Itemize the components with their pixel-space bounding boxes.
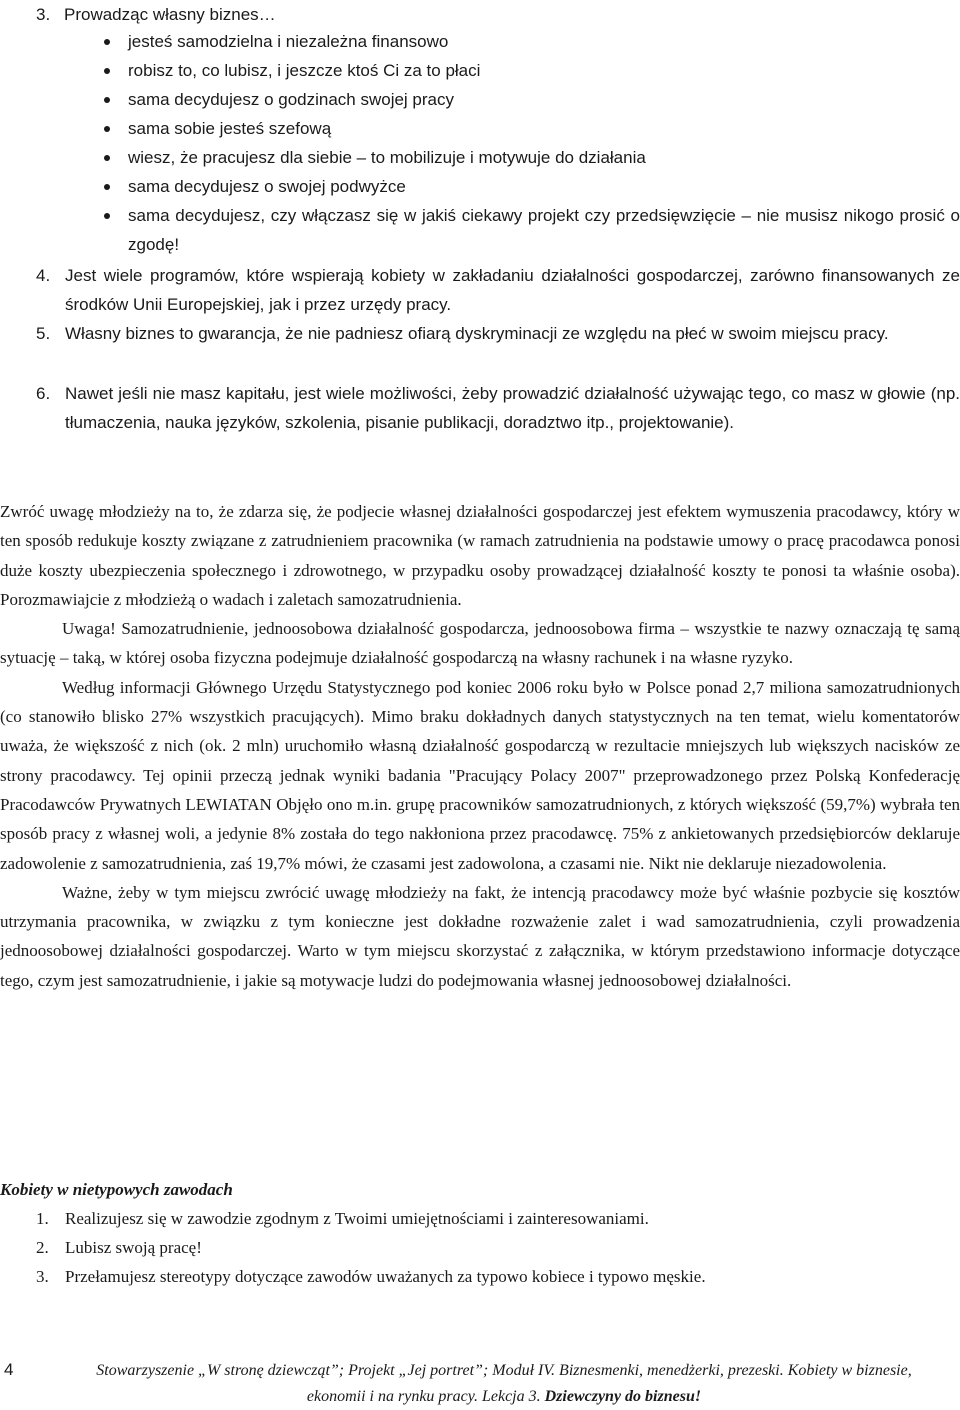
bullet-icon [104,155,110,161]
footer-text: Stowarzyszenie „W stronę dziewcząt”; Projekt „Jej portret”; Moduł IV. Biznesmenki, menedżerki, prezeski. Kobiety w biznesie, ekonomii i na rynku pracy. Lekcja 3. Dziewczyny do biznesu! [96,1362,912,1405]
item-heading: Prowadząc własny biznes… [64,5,276,24]
list-item: 1. Realizujesz się w zawodzie zgodnym z Twoimi umiejętnościami i zainteresowaniami. [36,1209,649,1228]
list-item-3-heading [36,0,936,29]
bullet-item: sama sobie jesteś szefową [128,114,960,143]
bullet-item: robisz to, co lubisz, i jeszcze ktoś Ci za to płaci [128,56,960,85]
item-text: Własny biznes to gwarancja, że nie padniesz ofiarą dyskryminacji ze względu na płeć w swoim miejscu pracy. [65,324,889,343]
item-number: 3. [36,5,51,24]
paragraph-1: Zwróć uwagę młodzieży na to, że zdarza się, że podjecie własnej działalności gospodarczej jest efektem wymuszenia pracodawcy, który w ten sposób redukuje koszty związane z zatrudnieniem pracownika (w ramach zatrudnienia na podstawie umowy o pracę pracodawca ponosi duże koszty ubezpieczenia społecznego i zdrowotnego, w przypadku osoby prowadzącej działalność koszty te ponosi ta właśnie osoba). Porozmawiajcie z młodzieżą o wadach i zaletach samozatrudnienia. [0,502,960,609]
bullet-icon [104,68,110,74]
numbered-list [36,1204,706,1291]
bullet-icon [104,97,110,103]
item-number: 4. [36,266,51,285]
bullet-item: sama decydujesz, czy włączasz się w jakiś ciekawy projekt czy przedsięwzięcie – nie musisz nikogo prosić o zgodę! [128,201,960,259]
footer-lesson-title: Dziewczyny do biznesu! [544,1388,702,1405]
paragraph-4: Ważne, żeby w tym miejscu zwrócić uwagę młodzieży na fakt, że intencją pracodawcy może być właśnie pozbycie się kosztów utrzymania pracownika, w związku z tym konieczne jest dokładne rozważenie zalet i wad samozatrudnienia, czyli prowadzenia jednoosobowej działalności gospodarczej. Warto w tym miejscu skorzystać z załącznika, w którym przedstawiono informacje dotyczące tego, czym jest samozatrudnienie, i jakie są motywacje ludzi do podejmowania własnej jednoosobowej działalności. [0,882,960,990]
paragraph-2: Uwaga! Samozatrudnienie, jednoosobowa działalność gospodarcza, jednoosobowa firma – wszystkie te nazwy oznaczają tę samą sytuację – taką, w której osoba fizyczna podejmuje działalność gospodarczą na własny rachunek i na własne ryzyko. [0,619,960,668]
bullet-icon [104,213,110,219]
section-title: Kobiety w nietypowych zawodach [0,1180,233,1199]
bullet-list [128,27,960,259]
list-item: 3. Przełamujesz stereotypy dotyczące zawodów uważanych za typowo kobiece i typowo męskie. [36,1267,706,1286]
bullet-icon [104,184,110,190]
list-item-5 [36,319,960,348]
list-item-4 [36,261,960,319]
paragraph-3: Według informacji Głównego Urzędu Statystycznego pod koniec 2006 roku było w Polsce ponad 2,7 miliona samozatrudnionych (co stanowiło blisko 27% wszystkich pracujących). Mimo braku dokładnych danych statystycznych na ten temat, wielu komentatorów uważa, że większość z nich (ok. 2 mln) uruchomiło własną działalność gospodarczą w rezultacie mniejszych lub większych nacisków ze strony pracodawcy. Tej opinii przeczą jednak wyniki badania "Pracujący Polacy 2007" przeprowadzonego przez Polską Konfederację Pracodawców Prywatnych LEWIATAN Objęło ono m.in. grupę pracowników samozatrudnionych, z których większość (59,7%) wybrała ten sposób pracy z własnej woli, a jedynie 8% została do tego nakłoniona przez pracodawcę. 75% z ankietowanych przedsiębiorców deklaruje zadowolenie z samozatrudnienia, zaś 19,7% mówi, że czasami jest zadowolona, a czasami nie. Nikt nie deklaruje niezadowolenia. [0,677,960,873]
item-number: 6. [36,384,51,403]
page-number: 4 [4,1360,14,1379]
list-item: 2. Lubisz swoją pracę! [36,1238,202,1257]
list-item-6 [36,379,960,437]
bullet-item: jesteś samodzielna i niezależna finansowo [128,27,960,56]
bullet-item: wiesz, że pracujesz dla siebie – to mobilizuje i motywuje do działania [128,143,960,172]
bullet-icon [104,39,110,45]
item-text: Nawet jeśli nie masz kapitału, jest wiele możliwości, żeby prowadzić działalność używając tego, co masz w głowie (np. tłumaczenia, nauka języków, szkolenia, pisanie publikacji, doradztwo itp., projektowanie). [65,384,960,432]
bullet-icon [104,126,110,132]
bullet-item: sama decydujesz o godzinach swojej pracy [128,85,960,114]
body-paragraphs [0,497,960,995]
item-number: 5. [36,324,51,343]
bullet-item: sama decydujesz o swojej podwyżce [128,172,960,201]
item-text: Jest wiele programów, które wspierają kobiety w zakładaniu działalności gospodarczej, zarówno finansowanych ze środków Unii Europejskiej, jak i przez urzędy pracy. [65,266,960,314]
